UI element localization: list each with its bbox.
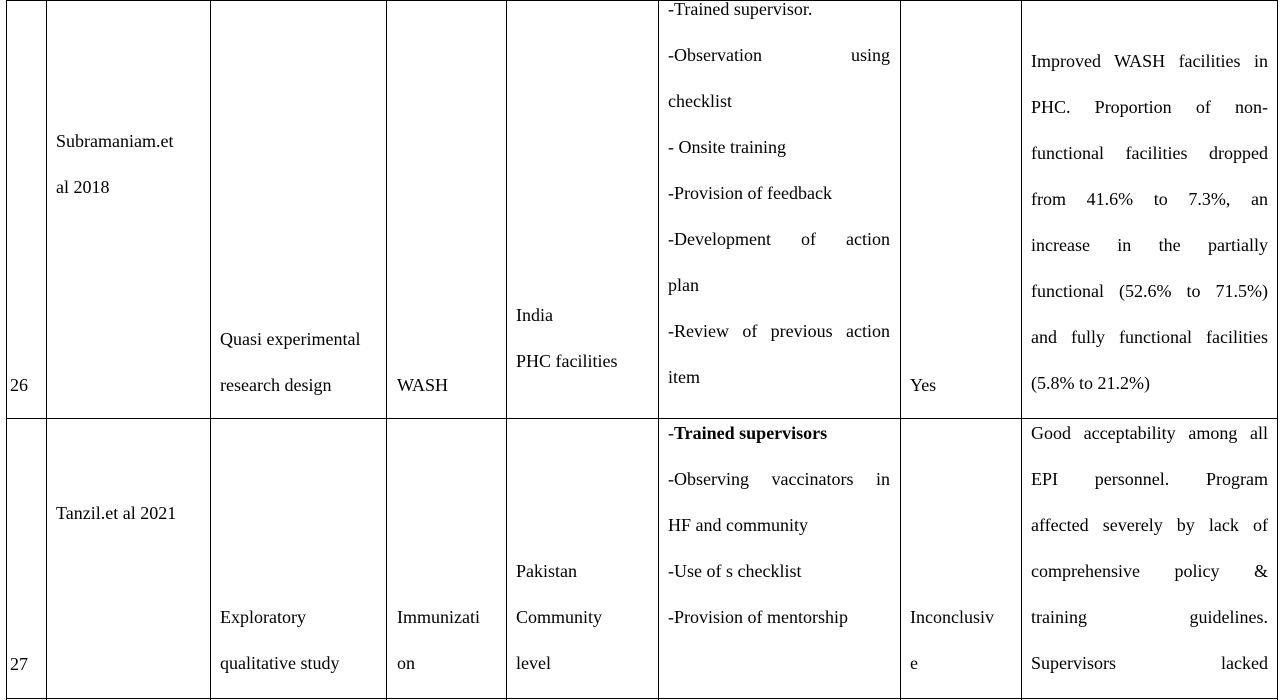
component-heading: -Trained supervisors — [668, 423, 828, 443]
column-divider — [900, 0, 901, 700]
effectiveness: Yes — [910, 375, 937, 395]
column-divider — [506, 0, 507, 700]
column-divider — [1021, 0, 1022, 700]
intervention-components: -Trained supervisors -Observing vaccinators in HF and community -Use of s checklist -Provision of mentorship — [668, 410, 890, 640]
study-outcome: Good acceptability among all EPI personnel. Program affected severely by lack of comprehensive policy & training guidelines. Supervisors lacked — [1031, 423, 1268, 673]
table-border — [6, 0, 7, 700]
row-divider — [6, 0, 1278, 1]
study-design: Quasi experimental research design — [220, 329, 361, 395]
study-author: Subramaniam.et al 2018 — [56, 131, 174, 197]
column-divider — [46, 0, 47, 700]
row-number: 27 — [10, 654, 28, 674]
effectiveness: Inconclusiv e — [910, 607, 994, 673]
study-domain: Immunizati on — [397, 607, 480, 673]
study-domain: WASH — [397, 375, 449, 395]
table-border — [1277, 0, 1278, 700]
row-divider — [6, 698, 1278, 699]
study-setting: India PHC facilities — [516, 305, 618, 371]
study-setting: Pakistan Community level — [516, 561, 603, 673]
intervention-components: -Trained supervisor. -Observation using checklist - Onsite training -Provision of feedback -Development of action plan -Review of previous action item — [668, 0, 890, 387]
column-divider — [210, 0, 211, 700]
study-author: Tanzil.et al 2021 — [56, 503, 177, 523]
column-divider — [386, 0, 387, 700]
study-outcome: Improved WASH facilities in PHC. Proportion of non- functional facilities dropped from 41.6% to 7.3%, an increase in the partially functional (52.6% to 71.5%) and fully functional facilities (5.8% to 21.2%) — [1031, 51, 1268, 393]
row-number: 26 — [10, 375, 28, 395]
column-divider — [658, 0, 659, 700]
study-design: Exploratory qualitative study — [220, 607, 340, 673]
